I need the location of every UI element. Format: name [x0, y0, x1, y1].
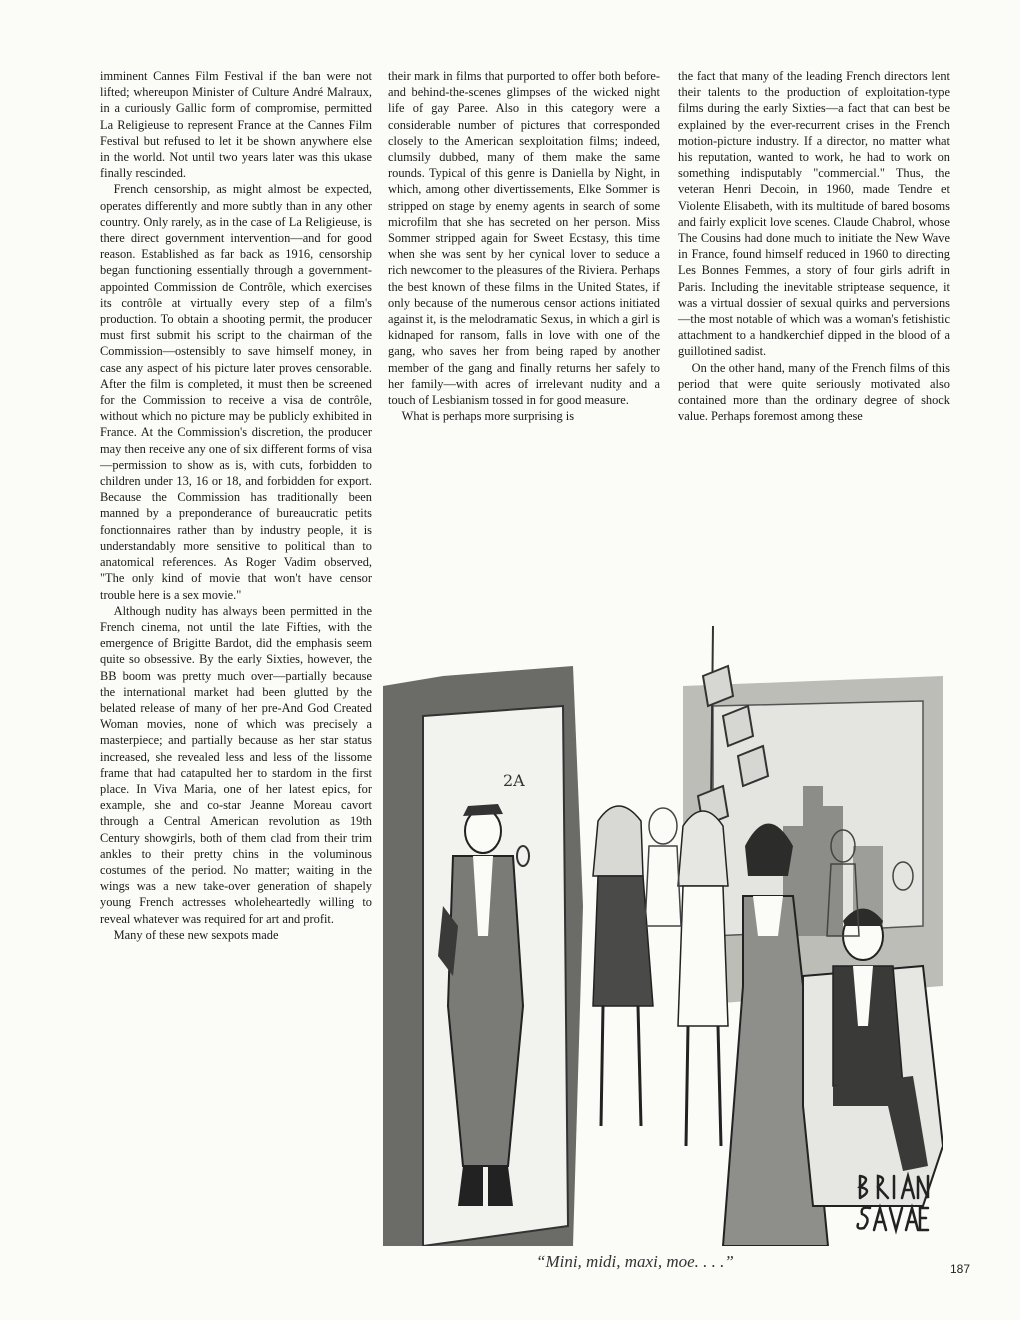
paragraph: Many of these new sexpots made [113, 927, 279, 942]
paragraph: On the other hand, many of the French films of this period that were quite seriously motivated also contained more than the ordinary degree of shock value. Perhaps foremost among these [678, 360, 950, 424]
page-number: 187 [950, 1262, 971, 1276]
paragraph: the fact that many of the leading French directors lent their talents to the production of exploitation-type films during the early Sixties—a fact that can best be explained by the ever-recurrent crises in the French motion-picture industry. If a director, no matter what his reputation, wanted to work, he had to work on something indisputably "commercial." Thus, the veteran Henri Decoin, in 1960, made Tendre et Violente Elisabeth, with its multitude of bared bosoms and fairly explicit love scenes. Claude Chabrol, whose The Cousins had done much to initiate the New Wave in France, found himself reduced in 1960 to directing Les Bonnes Femmes, a story of four girls adrift in Paris. Including the inevitable striptease sequence, it was a virtual dossier of sexual quirks and perversions—the most notable of which was a woman's fetishistic attachment to a handkerchief dipped in the blood of a guillotined sadist. [678, 69, 950, 359]
text-column-3 [678, 68, 950, 424]
cartoon-caption: “Mini, midi, maxi, moe. . . .” [536, 1252, 734, 1271]
paragraph: French censorship, as might almost be expected, operates differently and more subtly than in any other country. Only rarely, as in the case of La Religieuse, is there direct government intervention—and for good reason. Established as far back as 1916, censorship began functioning essentially through a government-appointed Commission de Contrôle, which exercises its contrôle at virtually every step of a film's production. To obtain a shooting permit, the producer must first submit his script to the chairman of the Commission—ostensibly to save himself money, in case any aspect of his picture later proves censorable. After the film is completed, it must then be screened for the Commission to receive a visa de contrôle, without which no picture may be publicly exhibited in France. At the Commission's discretion, the producer may then receive any one of six different forms of visa—permission to show as is, with cuts, forbidden to children under 13, 16 or 18, and forbidden for export. Because the Commission has traditionally been manned by a preponderance of bureaucratic petits fonctionnaires rather than by industry people, it is understandably more sensitive to political than to anatomical references. As Roger Vadim observed, "The only kind of movie that won't have censor trouble here is a sex movie." [100, 182, 372, 602]
text-column-1 [100, 68, 372, 943]
paragraph: their mark in films that purported to offer both before- and behind-the-scenes glimpses of the wicked night life of gay Paree. Also in this category were a considerable number of pictures that corresponded closely to the American sexploitation films; indeed, clumsily dubbed, many of them make the same rounds. Typical of this genre is Daniella by Night, in which, among other divertissements, Elke Sommer is stripped on stage by enemy agents in search of some microfilm that she has secreted on her person. Miss Sommer stripped again for Sweet Ecstasy, this time when she was sent by her cynical lover to seduce a rich newcomer to the pleasures of the Riviera. Perhaps the best known of these films in the United States, if only because of the numerous censor actions initiated against it, is the melodramatic Sexus, in which a girl is kidnaped for ransom, falls in love with one of the gang, who saves her from being raped by another member of the gang and finally returns her safely to her family—with acres of irrelevant nudity and a touch of Lesbianism tossed in for good measure. [388, 69, 660, 408]
paragraph: Although nudity has always been permitted in the French cinema, not until the late Fifties, with the emergence of Brigitte Bardot, did the emphasis seem quite so obsessive. By the early Sixties, however, the BB boom was pretty much over—partially because the international market had been glutted by the belated release of many of her pre-And God Created Woman movies, none of which was precisely a masterpiece; and partially because as her star status increased, she revealed less and less of the lissome frame that had catapulted her to stardom in the first place. In Viva Maria, one of her latest epics, for example, she and co-star Jeanne Moreau cavort through a Central American revolution as 19th Century showgirls, both of them clad from their trim ankles to their pretty chins in the voluminous costumes of the period. No matter; waiting in the wings was a new take-over generation of shapely young French actresses wholeheartedly willing to reveal whatever was required for art and profit. [100, 603, 372, 926]
paragraph: imminent Cannes Film Festival if the ban were not lifted; whereupon Minister of Culture André Malraux, in a curiously Gallic form of compromise, permitted La Religieuse to represent France at the Cannes Film Festival but refused to let it be shown anywhere else in the world. Not until two years later was this ukase finally rescinded. [100, 69, 372, 181]
artist-signature [852, 1168, 932, 1236]
cartoon-illustration [383, 606, 943, 1246]
door-sign: 2A [503, 771, 525, 790]
text-column-2 [388, 68, 660, 424]
paragraph: What is perhaps more surprising is [401, 409, 575, 424]
